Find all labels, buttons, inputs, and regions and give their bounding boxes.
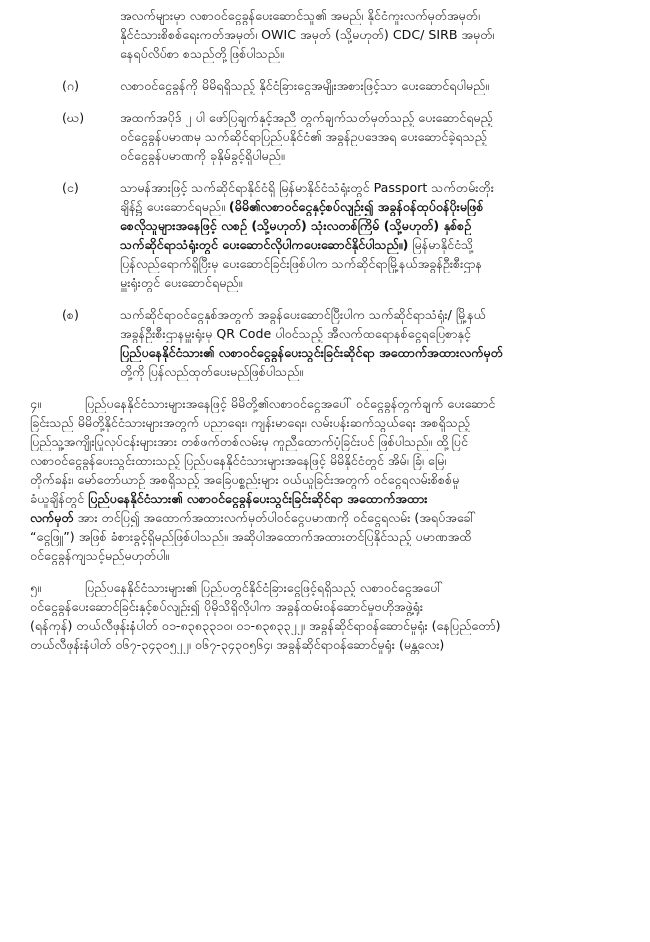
text-run: (ရန်ကုန်) တယ်လီဖုန်းနံပါတ် ၀၁-၈၃၈၃၃၁၀၊ ၀၁-၈၃၈၃၃၂၂၊ အခွန်ဆိုင်ရာဝန်ဆောင်မှုရုံး (နေပြည်တော်)	[30, 618, 501, 633]
paragraph-line	[120, 305, 610, 324]
sub-item	[30, 178, 610, 292]
indent-spacer	[30, 146, 120, 165]
paragraph-line	[30, 470, 610, 489]
text-run: အထက်အပိုဒ် ၂ ပါ ဖော်ပြချက်နှင့်အညီ တွက်ချက်သတ်မှတ်သည့် ပေးဆောင်ရမည့်	[120, 110, 493, 125]
text-run: အခွန်ဦးစီးဌာနမှူးရုံးမှ QR Code ပါဝင်သည့် အီလက်ထရောနစ်ငွေရပြေစာနှင့်	[120, 326, 471, 341]
text-run: ခံယူချိန်တွင်	[30, 491, 89, 506]
bold-text: လက်မှတ်	[30, 510, 74, 525]
paragraph-line	[120, 216, 610, 235]
paragraph-line	[30, 616, 610, 635]
text-run: ခြင်းသည် မိမိတို့နိုင်ငံသားများအတွက် ပညာရေး၊ ကျန်းမာရေး၊ လမ်းပန်းဆက်သွယ်ရေး အစရှိသည့်	[30, 415, 471, 430]
text-run: တယ်လီဖုန်းနံပါတ် ၀၆၇-၃၄၃၀၅၂၂၊ ၀၆၇-၃၄၃၀၅၆၄၊ အခွန်ဆိုင်ရာဝန်ဆောင်မှုရုံး (မန္တလေး)	[30, 637, 445, 652]
text-run: ချိန်၌ ပေးဆောင်ရမည်။	[120, 199, 229, 214]
paragraph-line	[30, 432, 610, 451]
paragraph-line	[120, 254, 610, 273]
text-run: လစာဝင်ငွေခွန်ပေးသွင်းထားသည့် ပြည်ပနေနိုင်ငံသားများအနေဖြင့် မိမိနိုင်ငံတွင် အိမ်၊ ခြံ၊ မြေ၊	[30, 453, 447, 468]
paragraph-line	[120, 197, 610, 216]
paragraph-line	[120, 273, 610, 292]
text-run: “ငွေဖြူ”) အဖြစ် ခံစားခွင့်ရှိမည်ဖြစ်ပါသည်။ အဆိုပါအထောက်အထားတင်ပြနိုင်သည့် ပမာဏအထိ	[30, 529, 472, 544]
paragraph-line	[120, 235, 610, 254]
paragraph-line	[30, 546, 610, 565]
text-run: တို့ကို ပြန်လည်ထုတ်ပေးမည်ဖြစ်ပါသည်။	[120, 364, 304, 379]
paragraph-line	[120, 362, 610, 381]
text-run: တိုက်ခန်း၊ မော်တော်ယာဉ် အစရှိသည့် အခြေပစ္စည်းများ ဝယ်ယူခြင်းအတွက် ဝင်ငွေရလမ်းစိစစ်မှု	[30, 472, 460, 487]
section-number: ၅။	[30, 580, 41, 595]
numbered-section	[30, 394, 610, 565]
text-run: ပြည်ပနေနိုင်ငံသားများ၏ ပြည်ပတွင်နိုင်ငံခြားငွေဖြင့်ရရှိသည့် လစာဝင်ငွေအပေါ်	[85, 580, 443, 595]
item-marker: (စ)	[62, 307, 79, 322]
paragraph-line	[120, 178, 610, 197]
bold-text: သက်ဆိုင်ရာသံရုံးတွင် ပေးဆောင်လိုပါကပေးဆောင်နိုင်ပါသည်။)	[120, 237, 409, 252]
indent-spacer	[30, 324, 120, 343]
paragraph-line	[120, 146, 610, 165]
text-run: ဝင်ငွေခွန်ပမာဏကို ခုနှိမ်ခွင့်ရှိပါမည်။	[120, 148, 285, 163]
paragraph-line	[30, 527, 610, 546]
paragraph-line	[120, 127, 610, 146]
text-run: အား တင်ပြ၍ အထောက်အထားလက်မှတ်ပါဝင်ငွေပမာဏကို ဝင်ငွေရလမ်း (အရပ်အခေါ်	[73, 510, 476, 525]
paragraph-line	[30, 489, 610, 508]
indent-spacer	[30, 254, 120, 273]
indent-spacer	[30, 343, 120, 362]
text-run: ဝင်ငွေခွန်ပမာဏမှ သက်ဆိုင်ရာပြည်ပနိုင်ငံ၏ အခွန်ဥပဒေအရ ပေးဆောင်ခဲ့ရသည့်	[120, 129, 487, 144]
sub-item	[30, 108, 610, 165]
text-run: ပြန်လည်ရောက်ရှိပြီးမှ ပေးဆောင်ခြင်းဖြစ်ပါက သက်ဆိုင်ရာမြို့နယ်အခွန်ဦးစီးဌာန	[120, 256, 483, 271]
paragraph-line: နိုင်ငံသားစိစစ်ရေးကတ်အမှတ်၊ OWIC အမှတ် (သို့မဟုတ်) CDC/ SIRB အမှတ်၊	[120, 27, 495, 42]
paragraph-line	[30, 451, 610, 470]
paragraph-line: နေရပ်လိပ်စာ စသည်တို့ဖြစ်ပါသည်။	[120, 46, 284, 61]
text-run: သက်ဆိုင်ရာဝင်ငွေနှစ်အတွက် အခွန်ပေးဆောင်ပြီးပါက သက်ဆိုင်ရာသံရုံး/ မြို့နယ်	[120, 307, 486, 322]
numbered-section	[30, 578, 610, 654]
item-marker: (င)	[62, 180, 79, 195]
text-run: မှူးရုံးတွင် ပေးဆောင်ရမည်။	[120, 275, 243, 290]
indent-spacer	[30, 127, 120, 146]
text-run: သာမန်အားဖြင့် သက်ဆိုင်ရာနိုင်ငံရှိ မြန်မာနိုင်ငံသံရုံးတွင် Passport သက်တမ်းတိုး	[120, 180, 494, 195]
text-run: မြန်မာနိုင်ငံသို့	[408, 237, 474, 252]
text-run: ဝင်ငွေခွန်ကျသင့်မည်မဟုတ်ပါ။	[30, 548, 170, 563]
text-run: ပြည်ပနေနိုင်ငံသားများအနေဖြင့် မိမိတို့၏လစာဝင်ငွေအပေါ် ဝင်ငွေခွန်တွက်ချက် ပေးဆောင်	[85, 396, 496, 411]
sub-items	[30, 76, 610, 381]
sections	[30, 394, 610, 654]
paragraph-line	[85, 394, 610, 413]
top-continuation	[30, 6, 610, 63]
text-run: ဝင်ငွေခွန်ပေးဆောင်ခြင်းနှင့်စပ်လျဉ်း၍ ပိုမိုသိရှိလိုပါက အခွန်ထမ်းဝန်ဆောင်မှုဗဟိုအဖွဲ့ရုံး	[30, 599, 424, 614]
paragraph-line	[30, 508, 610, 527]
text-run: လစာဝင်ငွေခွန်ကို မိမိရရှိသည့် နိုင်ငံခြားငွေအမျိုးအစားဖြင့်သာ ပေးဆောင်ရပါမည်။	[120, 78, 490, 93]
sub-item	[30, 76, 610, 95]
item-marker: (ဃ)	[62, 110, 85, 125]
paragraph-line	[30, 413, 610, 432]
indent-spacer	[30, 197, 120, 216]
section-number: ၄။	[30, 396, 41, 411]
indent-spacer	[30, 235, 120, 254]
paragraph-line	[120, 108, 610, 127]
text-run: ပြည်သူ့အကျိုးပြုလုပ်ငန်းများအား တစ်ဖက်တစ်လမ်းမှ ကူညီထောက်ပံ့ခြင်းပင် ဖြစ်ပါသည်။ ထို့ပြင်	[30, 434, 468, 449]
indent-spacer	[30, 362, 120, 381]
paragraph-line	[30, 635, 610, 654]
bold-text: စေလိုသူများအနေဖြင့် လစဉ် (သို့မဟုတ်) သုံးလတစ်ကြိမ် (သို့မဟုတ်) နှစ်စဉ်	[120, 218, 472, 233]
item-marker: (ဂ)	[62, 78, 80, 93]
bold-text: ပြည်ပနေနိုင်ငံသား၏ လစာဝင်ငွေခွန်ပေးသွင်းခြင်းဆိုင်ရာ အထောက်အထားလက်မှတ်	[120, 345, 503, 360]
paragraph-line: အလက်များမှာ လစာဝင်ငွေခွန်ပေးဆောင်သူ၏ အမည်၊ နိုင်ငံကူးလက်မှတ်အမှတ်၊	[120, 8, 480, 23]
paragraph-line	[120, 76, 610, 95]
sub-item	[30, 305, 610, 381]
indent-spacer	[30, 273, 120, 292]
indent-spacer	[30, 216, 120, 235]
paragraph-line	[30, 597, 610, 616]
paragraph-line	[120, 324, 610, 343]
bold-text: (မိမိ၏လစာဝင်ငွေနှင့်စပ်လျဉ်း၍ အခွန်ဝန်ထုပ်ဝန်ပိုးမဖြစ်	[228, 199, 484, 214]
bold-text: ပြည်ပနေနိုင်ငံသား၏ လစာဝင်ငွေခွန်ပေးသွင်းခြင်းဆိုင်ရာ အထောက်အထား	[88, 491, 428, 506]
paragraph-line	[85, 578, 610, 597]
paragraph-line	[120, 343, 610, 362]
